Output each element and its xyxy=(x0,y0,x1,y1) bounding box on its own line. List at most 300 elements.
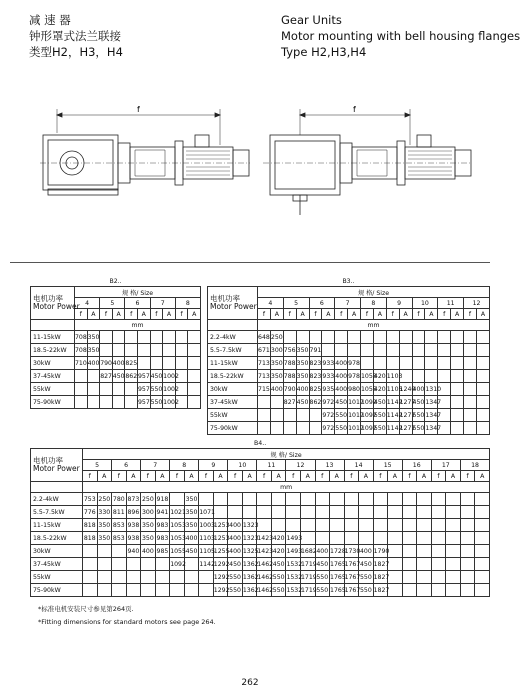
cell-value: 1493 xyxy=(286,532,301,545)
b3-title: B3.. xyxy=(208,276,490,287)
cell-value xyxy=(402,519,417,532)
cell-value: 1092 xyxy=(170,558,185,571)
cell-value xyxy=(475,558,490,571)
table-row xyxy=(208,370,490,383)
header-cn-line-1: 减 速 器 xyxy=(29,13,71,27)
cell-value xyxy=(446,519,461,532)
cell-value xyxy=(438,357,451,370)
cell-value: 1277 xyxy=(399,396,412,409)
cell-value xyxy=(460,545,475,558)
cell-value: 1142 xyxy=(199,558,214,571)
cell-value: 1767 xyxy=(344,571,359,584)
cell-value: 450 xyxy=(373,396,386,409)
cell-value xyxy=(451,344,464,357)
cell-value xyxy=(373,344,386,357)
cell-value: 1532 xyxy=(286,558,301,571)
cell-value xyxy=(344,506,359,519)
cell-value: 1053 xyxy=(361,370,374,383)
cell-value xyxy=(464,422,477,435)
cell-value xyxy=(475,519,490,532)
cell-value xyxy=(112,545,127,558)
cell-value xyxy=(460,519,475,532)
b4-title: B4.. xyxy=(31,438,490,449)
size-number: 8 xyxy=(175,298,200,309)
power-value: 30kW xyxy=(208,383,258,396)
cell-value: 550 xyxy=(271,571,286,584)
cell-value: 1827 xyxy=(373,558,388,571)
cell-value xyxy=(322,331,335,344)
power-value: 55kW xyxy=(31,383,75,396)
cell-value: 1292 xyxy=(213,584,228,597)
cell-value: 450 xyxy=(150,370,163,383)
size-number: 6 xyxy=(112,460,141,471)
cell-value xyxy=(388,584,403,597)
cell-value xyxy=(300,519,315,532)
cell-value xyxy=(402,532,417,545)
cell-value: 1730 xyxy=(344,545,359,558)
cell-value: 1682 xyxy=(300,545,315,558)
cell-value xyxy=(412,370,425,383)
cell-value xyxy=(188,396,201,409)
cell-value xyxy=(388,519,403,532)
cell-value xyxy=(150,344,163,357)
cell-value xyxy=(87,396,100,409)
cell-value: 1255 xyxy=(213,545,228,558)
cell-value: 1362 xyxy=(242,558,257,571)
cell-value xyxy=(188,370,201,383)
cell-value xyxy=(361,357,374,370)
cell-value xyxy=(431,545,446,558)
cell-value xyxy=(87,383,100,396)
cell-value: 550 xyxy=(359,584,374,597)
gear-unit-drawings xyxy=(0,85,500,220)
cell-value xyxy=(412,357,425,370)
cell-value xyxy=(446,506,461,519)
cell-value: 980 xyxy=(348,383,361,396)
cell-value xyxy=(83,558,98,571)
cell-value: 1053 xyxy=(170,519,185,532)
cell-value: 1092 xyxy=(361,396,374,409)
col-f: f xyxy=(170,471,185,482)
power-value: 11-15kW xyxy=(208,357,258,370)
cell-value xyxy=(175,357,188,370)
power-value: 75-90kW xyxy=(208,422,258,435)
mm-spacer xyxy=(31,482,83,493)
cell-value: 400 xyxy=(141,545,156,558)
cell-value: 350 xyxy=(296,370,309,383)
col-A: A xyxy=(242,471,257,482)
size-number: 7 xyxy=(150,298,175,309)
cell-value: 825 xyxy=(125,357,138,370)
unit-mm: mm xyxy=(258,320,490,331)
cell-value: 1277 xyxy=(399,409,412,422)
col-A: A xyxy=(87,309,100,320)
cell-value: 811 xyxy=(112,506,127,519)
cell-value xyxy=(309,409,322,422)
cell-value xyxy=(315,506,330,519)
col-A: A xyxy=(126,471,141,482)
col-f: f xyxy=(286,471,301,482)
cell-value xyxy=(100,344,113,357)
mm-spacer xyxy=(208,320,258,331)
dim-f-right: f xyxy=(353,105,356,114)
unit-mm: mm xyxy=(75,320,201,331)
cell-value xyxy=(188,344,201,357)
cell-value: 827 xyxy=(100,370,113,383)
cell-value xyxy=(431,571,446,584)
cell-value xyxy=(300,532,315,545)
cell-value: 938 xyxy=(126,532,141,545)
cell-value: 350 xyxy=(97,519,112,532)
cell-value: 780 xyxy=(112,493,127,506)
col-A: A xyxy=(137,309,150,320)
power-value: 37-45kW xyxy=(31,370,75,383)
cell-value xyxy=(399,357,412,370)
cell-value xyxy=(476,396,489,409)
cell-value xyxy=(270,396,283,409)
cell-value xyxy=(476,370,489,383)
cell-value: 983 xyxy=(155,519,170,532)
col-f: f xyxy=(460,471,475,482)
cell-value xyxy=(330,506,345,519)
cell-value: 330 xyxy=(97,506,112,519)
col-f: f xyxy=(83,471,98,482)
cell-value xyxy=(199,584,214,597)
cell-value xyxy=(476,344,489,357)
header-en-line-3: Type H2,H3,H4 xyxy=(281,45,367,59)
table-row xyxy=(31,344,201,357)
cell-value xyxy=(100,331,113,344)
cell-value xyxy=(137,357,150,370)
cell-value: 823 xyxy=(309,370,322,383)
cell-value xyxy=(97,571,112,584)
cell-value xyxy=(412,344,425,357)
cell-value xyxy=(425,344,438,357)
cell-value: 1347 xyxy=(425,422,438,435)
col-f: f xyxy=(141,471,156,482)
cell-value: 1092 xyxy=(361,422,374,435)
cell-value xyxy=(438,370,451,383)
cell-value xyxy=(315,519,330,532)
power-label-cn: 电机功率 xyxy=(210,294,240,303)
cell-value xyxy=(359,506,374,519)
col-f: f xyxy=(125,309,138,320)
cell-value xyxy=(359,493,374,506)
power-value: 30kW xyxy=(31,545,83,558)
cell-value: 350 xyxy=(141,532,156,545)
col-f: f xyxy=(283,309,296,320)
cell-value: 400 xyxy=(412,383,425,396)
cell-value xyxy=(163,344,176,357)
cell-value xyxy=(163,331,176,344)
cell-value: 1142 xyxy=(386,409,399,422)
cell-value: 450 xyxy=(228,558,243,571)
size-number: 15 xyxy=(373,460,402,471)
cell-value: 1292 xyxy=(213,571,228,584)
cell-value xyxy=(112,331,125,344)
col-A: A xyxy=(97,471,112,482)
col-A: A xyxy=(475,471,490,482)
power-value: 75-90kW xyxy=(31,584,83,597)
cell-value xyxy=(417,506,432,519)
table-row xyxy=(31,545,490,558)
cell-value: 550 xyxy=(315,584,330,597)
cell-value: 350 xyxy=(270,357,283,370)
cell-value xyxy=(476,409,489,422)
cell-value xyxy=(100,383,113,396)
table-row xyxy=(208,383,490,396)
cell-value xyxy=(188,383,201,396)
cell-value: 1017 xyxy=(348,396,361,409)
power-value: 5.5-7.5kW xyxy=(31,506,83,519)
page-number: 262 xyxy=(241,678,259,688)
cell-value xyxy=(431,584,446,597)
power-value: 75-90kW xyxy=(31,396,75,409)
header-en-line-2: Motor mounting with bell housing flanges xyxy=(281,29,520,43)
cell-value: 933 xyxy=(322,370,335,383)
table-row xyxy=(31,584,490,597)
cell-value xyxy=(155,558,170,571)
cell-value: 350 xyxy=(184,506,199,519)
cell-value: 350 xyxy=(87,344,100,357)
cell-value: 710 xyxy=(75,357,88,370)
cell-value: 1105 xyxy=(386,383,399,396)
cell-value: 978 xyxy=(348,370,361,383)
cell-value xyxy=(460,558,475,571)
cell-value xyxy=(464,357,477,370)
cell-value: 400 xyxy=(112,357,125,370)
cell-value xyxy=(97,558,112,571)
col-A: A xyxy=(213,471,228,482)
cell-value xyxy=(137,344,150,357)
cell-value xyxy=(141,558,156,571)
cell-value xyxy=(112,584,127,597)
cell-value xyxy=(431,519,446,532)
cell-value: 350 xyxy=(184,519,199,532)
cell-value: 1292 xyxy=(213,558,228,571)
power-value: 55kW xyxy=(208,409,258,422)
col-A: A xyxy=(476,309,489,320)
power-value: 2.2-4kW xyxy=(208,331,258,344)
cell-value xyxy=(475,532,490,545)
cell-value: 1253 xyxy=(213,519,228,532)
table-row xyxy=(208,344,490,357)
cell-value: 400 xyxy=(184,532,199,545)
cell-value xyxy=(75,383,88,396)
cell-value xyxy=(431,506,446,519)
size-number: 12 xyxy=(464,298,490,309)
cell-value: 1002 xyxy=(163,383,176,396)
power-label xyxy=(31,449,83,482)
cell-value xyxy=(83,571,98,584)
cell-value: 1002 xyxy=(163,396,176,409)
cell-value xyxy=(446,493,461,506)
cell-value: 972 xyxy=(322,396,335,409)
col-f: f xyxy=(315,471,330,482)
cell-value xyxy=(451,370,464,383)
cell-value xyxy=(100,396,113,409)
cell-value xyxy=(402,493,417,506)
cell-value: 1423 xyxy=(257,532,272,545)
cell-value: 1493 xyxy=(286,545,301,558)
cell-value xyxy=(373,493,388,506)
cell-value: 550 xyxy=(373,422,386,435)
cell-value: 873 xyxy=(126,493,141,506)
cell-value xyxy=(330,519,345,532)
cell-value: 1240 xyxy=(399,383,412,396)
cell-value xyxy=(425,357,438,370)
cell-value xyxy=(242,493,257,506)
cell-value: 1017 xyxy=(348,409,361,422)
cell-value: 713 xyxy=(258,357,271,370)
cell-value xyxy=(309,331,322,344)
cell-value: 350 xyxy=(296,344,309,357)
col-f: f xyxy=(412,309,425,320)
col-A: A xyxy=(188,309,201,320)
cell-value xyxy=(137,331,150,344)
cell-value: 350 xyxy=(270,370,283,383)
cell-value: 450 xyxy=(412,396,425,409)
cell-value xyxy=(188,331,201,344)
cell-value xyxy=(348,331,361,344)
cell-value: 1767 xyxy=(344,558,359,571)
cell-value xyxy=(361,344,374,357)
cell-value xyxy=(373,532,388,545)
col-A: A xyxy=(425,309,438,320)
col-A: A xyxy=(163,309,176,320)
col-f: f xyxy=(335,309,348,320)
cell-value: 790 xyxy=(100,357,113,370)
size-number: 4 xyxy=(258,298,284,309)
cell-value xyxy=(417,532,432,545)
cell-value: 1055 xyxy=(361,383,374,396)
cell-value xyxy=(399,344,412,357)
cell-value xyxy=(464,383,477,396)
cell-value xyxy=(283,422,296,435)
cell-value xyxy=(300,493,315,506)
size-number: 8 xyxy=(170,460,199,471)
size-number: 7 xyxy=(335,298,361,309)
cell-value xyxy=(75,396,88,409)
cell-value xyxy=(112,344,125,357)
table-row xyxy=(208,331,490,344)
unit-mm: mm xyxy=(83,482,490,493)
cell-value: 941 xyxy=(155,506,170,519)
cell-value: 713 xyxy=(258,370,271,383)
cell-value: 1142 xyxy=(386,396,399,409)
cell-value xyxy=(402,506,417,519)
power-label-en: Motor Power xyxy=(33,302,80,311)
cell-value xyxy=(228,493,243,506)
col-f: f xyxy=(386,309,399,320)
cell-value xyxy=(286,493,301,506)
cell-value: 1719 xyxy=(300,558,315,571)
cell-value xyxy=(344,532,359,545)
cell-value: 1071 xyxy=(199,506,214,519)
size-number: 8 xyxy=(361,298,387,309)
cell-value xyxy=(199,571,214,584)
cell-value: 1021 xyxy=(170,506,185,519)
footnote-cn: *标准电机安装尺寸参见第264页. xyxy=(38,605,134,613)
cell-value: 400 xyxy=(335,357,348,370)
cell-value xyxy=(464,344,477,357)
cell-value: 550 xyxy=(373,409,386,422)
col-f: f xyxy=(112,471,127,482)
col-f: f xyxy=(257,471,272,482)
cell-value xyxy=(476,383,489,396)
cell-value xyxy=(451,331,464,344)
cell-value xyxy=(315,493,330,506)
cell-value: 300 xyxy=(270,344,283,357)
col-f: f xyxy=(100,309,113,320)
cell-value: 827 xyxy=(283,396,296,409)
header-chinese xyxy=(29,12,123,60)
cell-value: 400 xyxy=(228,545,243,558)
cell-value: 1362 xyxy=(242,584,257,597)
cell-value xyxy=(87,370,100,383)
size-number: 14 xyxy=(344,460,373,471)
power-label-cn: 电机功率 xyxy=(33,456,63,465)
cell-value: 450 xyxy=(315,558,330,571)
cell-value xyxy=(460,532,475,545)
cell-value: 1310 xyxy=(425,383,438,396)
cell-value xyxy=(258,422,271,435)
cell-value xyxy=(446,584,461,597)
col-f: f xyxy=(344,471,359,482)
size-number: 11 xyxy=(438,298,464,309)
cell-value: 250 xyxy=(97,493,112,506)
power-value: 11-15kW xyxy=(31,519,83,532)
cell-value: 1462 xyxy=(257,558,272,571)
cell-value xyxy=(75,370,88,383)
col-A: A xyxy=(300,471,315,482)
table-row xyxy=(31,331,201,344)
cell-value: 550 xyxy=(228,584,243,597)
cell-value xyxy=(126,558,141,571)
cell-value xyxy=(97,584,112,597)
cell-value xyxy=(431,493,446,506)
cell-value xyxy=(83,584,98,597)
cell-value: 550 xyxy=(228,571,243,584)
cell-value xyxy=(451,383,464,396)
mm-spacer xyxy=(31,320,75,331)
col-A: A xyxy=(296,309,309,320)
size-number: 5 xyxy=(100,298,125,309)
cell-value xyxy=(170,571,185,584)
cell-value xyxy=(271,493,286,506)
size-number: 7 xyxy=(141,460,170,471)
cell-value: 420 xyxy=(373,370,386,383)
cell-value xyxy=(359,532,374,545)
cell-value: 918 xyxy=(155,493,170,506)
cell-value: 985 xyxy=(155,545,170,558)
cell-value: 1142 xyxy=(386,422,399,435)
cell-value xyxy=(155,571,170,584)
cell-value: 853 xyxy=(112,519,127,532)
cell-value xyxy=(286,519,301,532)
cell-value: 420 xyxy=(373,383,386,396)
cell-value: 350 xyxy=(97,532,112,545)
cell-value: 648 xyxy=(258,331,271,344)
cell-value: 940 xyxy=(126,545,141,558)
cell-value: 400 xyxy=(315,545,330,558)
cell-value: 1790 xyxy=(373,545,388,558)
table-b2 xyxy=(30,276,201,409)
cell-value xyxy=(451,422,464,435)
size-number: 17 xyxy=(431,460,460,471)
cell-value xyxy=(460,493,475,506)
col-f: f xyxy=(431,471,446,482)
